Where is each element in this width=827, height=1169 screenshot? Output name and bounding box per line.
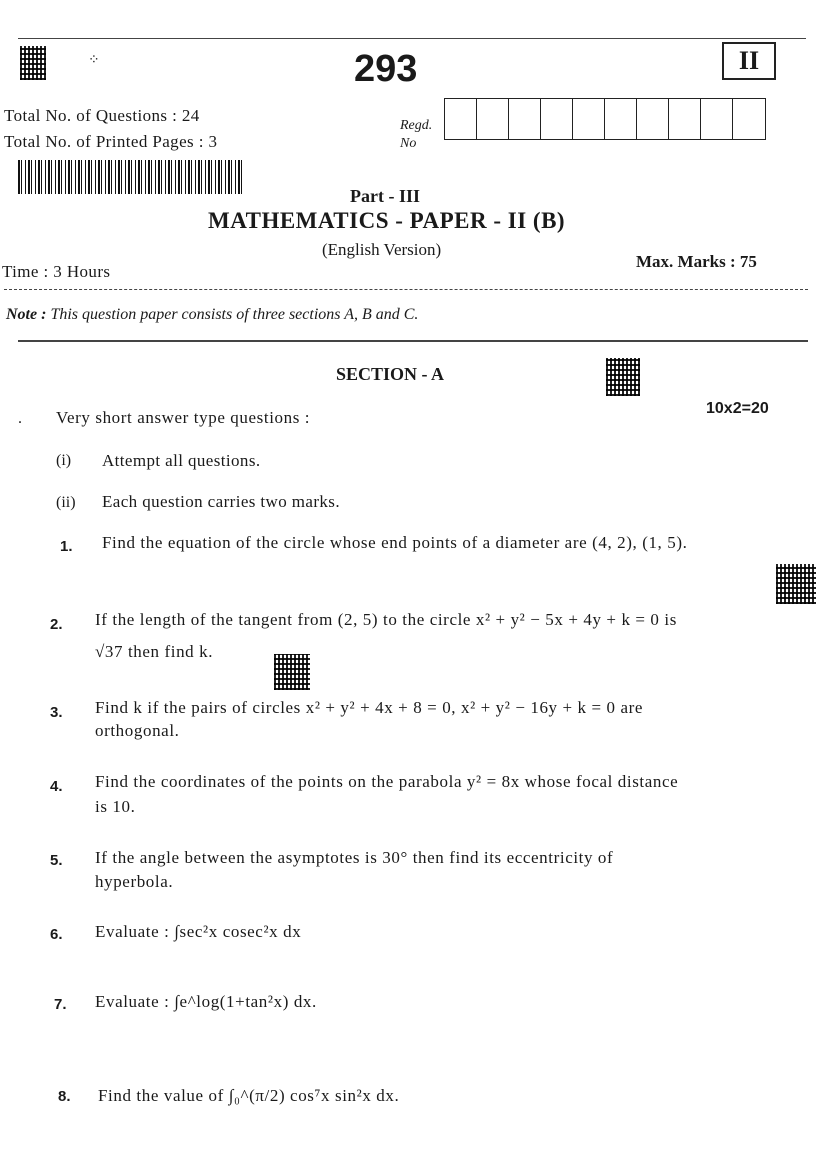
regd-cell[interactable] bbox=[605, 99, 637, 139]
regd-cell[interactable] bbox=[701, 99, 733, 139]
instruction-text: Attempt all questions. bbox=[102, 451, 261, 470]
regd-cell[interactable] bbox=[541, 99, 573, 139]
version-label: (English Version) bbox=[322, 240, 442, 259]
regd-cell[interactable] bbox=[573, 99, 605, 139]
total-questions: Total No. of Questions : 24 bbox=[4, 106, 200, 125]
question-text: √37 then find k. bbox=[95, 642, 214, 661]
instruction-num: (i) bbox=[56, 452, 72, 469]
question-number: 3. bbox=[50, 704, 63, 721]
question-text: If the angle between the asymptotes is 30° then find its eccentricity of bbox=[95, 848, 614, 867]
regd-cell[interactable] bbox=[445, 99, 477, 139]
regd-no-label: No bbox=[400, 136, 417, 151]
regd-cell[interactable] bbox=[637, 99, 669, 139]
question-text: Find k if the pairs of circles x² + y² + 4x + 8 = 0, x² + y² − 16y + k = 0 are bbox=[95, 698, 644, 717]
question-number: 2. bbox=[50, 616, 63, 633]
regd-cell[interactable] bbox=[669, 99, 701, 139]
question-text: Find the equation of the circle whose end points of a diameter are (4, 2), (1, 5). bbox=[102, 533, 688, 552]
question-number: 8. bbox=[58, 1088, 71, 1105]
total-pages: Total No. of Printed Pages : 3 bbox=[4, 132, 218, 151]
qr-code-icon bbox=[776, 564, 816, 604]
regd-cell[interactable] bbox=[477, 99, 509, 139]
time-label: Time : 3 Hours bbox=[2, 262, 111, 281]
question-number: 4. bbox=[50, 778, 63, 795]
qr-code-icon bbox=[606, 358, 640, 396]
note-rule bbox=[18, 340, 808, 342]
part-label: Part - III bbox=[350, 186, 420, 206]
question-text: is 10. bbox=[95, 797, 136, 816]
section-marks: 10x2=20 bbox=[706, 400, 769, 417]
question-text: Find the value of ∫₀^(π/2) cos⁷x sin²x dx. bbox=[98, 1086, 400, 1105]
regd-number-boxes[interactable] bbox=[444, 98, 766, 140]
question-number: 1. bbox=[60, 538, 73, 555]
question-text: If the length of the tangent from (2, 5) to the circle x² + y² − 5x + 4y + k = 0 is bbox=[95, 610, 677, 629]
question-number: 6. bbox=[50, 926, 63, 943]
question-text: hyperbola. bbox=[95, 872, 174, 891]
section-intro: Very short answer type questions : bbox=[56, 408, 311, 427]
question-text: Evaluate : ∫e^log(1+tan²x) dx. bbox=[95, 992, 317, 1011]
regd-cell[interactable] bbox=[509, 99, 541, 139]
section-title: SECTION - A bbox=[336, 364, 445, 384]
qr-code-icon bbox=[274, 654, 310, 690]
diamond-dots-icon: ⁘ bbox=[88, 52, 100, 68]
instruction-num: (ii) bbox=[56, 494, 76, 511]
paper-set: II bbox=[738, 46, 760, 75]
qr-code-icon bbox=[20, 46, 46, 80]
regd-cell[interactable] bbox=[733, 99, 765, 139]
question-number: 5. bbox=[50, 852, 63, 869]
paper-code: 293 bbox=[354, 48, 418, 90]
paper-set-box bbox=[722, 42, 776, 80]
barcode-icon bbox=[18, 160, 242, 194]
instruction-text: Each question carries two marks. bbox=[102, 492, 340, 511]
question-number: 7. bbox=[54, 996, 67, 1013]
header-rule bbox=[4, 289, 808, 290]
top-rule bbox=[18, 38, 806, 39]
note-label: Note : bbox=[6, 306, 47, 323]
subject-title: MATHEMATICS - PAPER - II (B) bbox=[208, 208, 566, 233]
regd-label: Regd. bbox=[400, 118, 433, 133]
max-marks: Max. Marks : 75 bbox=[636, 252, 757, 271]
question-text: orthogonal. bbox=[95, 721, 180, 740]
note-line bbox=[6, 306, 418, 324]
bullet: . bbox=[18, 410, 22, 427]
question-text: Find the coordinates of the points on the parabola y² = 8x whose focal distance bbox=[95, 772, 679, 791]
note-text: This question paper consists of three sections A, B and C. bbox=[50, 306, 419, 323]
question-text: Evaluate : ∫sec²x cosec²x dx bbox=[95, 922, 302, 941]
